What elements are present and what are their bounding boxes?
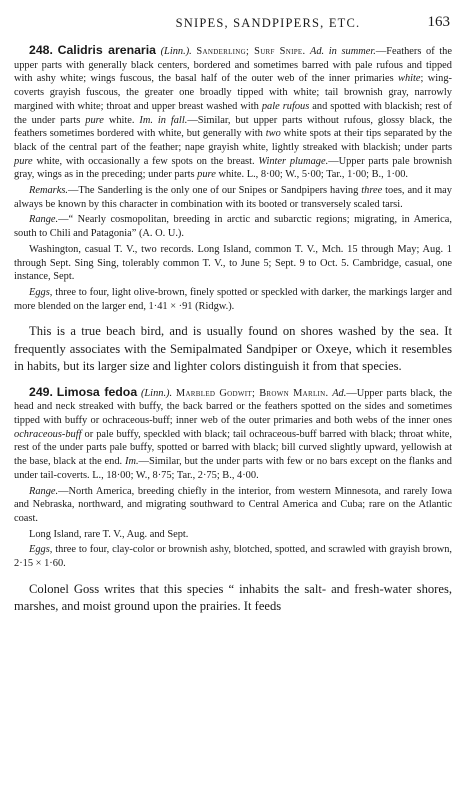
species-248-range	[14, 213, 452, 240]
species-248-range-text: —“ Nearly cosmopolitan, breeding in arctic and subarctic regions; migrating, in America, south to Chili and Patagonia” (A. O. U.).	[14, 214, 452, 240]
species-249-range-text: —North America, breeding chiefly in the interior, from western Minnesota, and rarely Iowa and Nebraska, northward, and migrating southward to Central America and Cuba; rare on the Atlantic coast.	[14, 485, 452, 524]
species-248-remarks-three: three	[361, 185, 383, 197]
species-249-eggs	[14, 543, 452, 570]
species-248-desc-pale-rufous: pale rufous	[261, 100, 310, 112]
species-249-desc-1: —Upper parts black, the head and neck streaked with buffy, the back barred or the feathers spotted on the sides and sometimes tipped with buffy or ochraceous-buff; inner web of the outer primaries and both webs of the inner ones	[14, 387, 452, 426]
species-248-eggs-text: three to four, light olive-brown, finely spotted or speckled with darker, the markings larger and more blended on the larger end, 1·41 × ·91 (Ridgw.).	[14, 286, 452, 312]
species-248-account: This is a true beach bird, and is usually found on shores washed by the sea. It frequently associates with the Semipalmated Sandpiper or Oxeye, which it resembles in habits, but its larger size and lighter colors distinguish it from that species.	[14, 324, 452, 374]
species-248-desc-7: white, with occasionally a few spots on the breast.	[36, 155, 255, 167]
species-248-authority: (Linn.).	[160, 46, 192, 57]
species-248-desc-pure-2: pure	[14, 155, 33, 167]
species-248-desc-3: and spotted with blackish; rest of the under parts	[14, 100, 452, 126]
species-249-name: Limosa fedoa	[56, 384, 138, 399]
species-248-eggs	[14, 286, 452, 313]
species-248-remarks-label: Remarks.	[29, 185, 68, 197]
species-248-plumage-label: Ad. in summer.	[310, 46, 376, 57]
species-249-range	[14, 485, 452, 526]
species-249-desc-2: or pale buffy, speckled with black; tail ochraceous-buff barred with black; throat white, rest of the under parts pale buffy, spotted or barred with black; bill curved slightly upward, yellowish at the base, black at the end.	[14, 428, 452, 468]
species-249-im-label: Im.	[124, 456, 139, 468]
page-header	[14, 10, 452, 30]
species-248-desc-6: white spots at their tips separated by the black of the central part of the feather; nape grayish white, lightly streaked with blackish; under parts	[14, 128, 453, 153]
species-248-desc-white: white	[398, 73, 421, 85]
species-249-ad-label: Ad.	[332, 387, 347, 399]
species-249-number: 249.	[29, 384, 53, 399]
species-248-remarks-1: —The Sanderling is the only one of our Snipes or Sandpipers having	[67, 185, 359, 197]
species-248-name: Calidris arenaria	[57, 43, 156, 57]
species-248-desc-4: white.	[108, 114, 135, 126]
species-248-desc-2: ; wing-coverts grayish fuscous, the greater one broadly tipped with white; tail brownish gray, narrowly margined with white; throat and upper breast washed with	[14, 73, 452, 112]
species-248-range-label: Range.	[29, 214, 59, 226]
running-head: SNIPES, SANDPIPERS, ETC.	[175, 16, 361, 30]
species-248-number: 248.	[29, 43, 53, 57]
species-248-common-names: Sanderling; Surf Snipe.	[196, 46, 306, 57]
species-248-desc-9: white. L., 8·00; W., 5·00; Tar., 1·00; B., 1·00.	[218, 169, 408, 181]
species-248-desc-pure-1: pure	[85, 114, 104, 126]
species-248-im-label: Im. in fall.	[139, 114, 188, 126]
species-249-local-records: Long Island, rare T. V., Aug. and Sept.	[29, 528, 189, 540]
species-249-description	[14, 386, 452, 483]
species-249-eggs-text: three to four, clay-color or brownish ashy, blotched, spotted, and scrawled with grayish brown, 2·15 × 1·60.	[14, 544, 452, 570]
species-249-eggs-label: Eggs,	[29, 544, 53, 556]
species-248-winter-label: Winter plumage.	[258, 155, 329, 167]
species-248-desc-pure-3: pure	[197, 169, 216, 181]
species-248-desc-1: —Feathers of the upper parts with generally black centers, bordered and sometimes barred with pale rufous and tipped with ashy white; wings fuscous, the basal half of the outer web of the inner primaries	[14, 46, 452, 85]
species-249-authority: (Linn.).	[140, 387, 173, 399]
species-248-desc-8: —Upper parts pale brownish gray, wings as in the preceding; under parts	[14, 155, 452, 181]
page-number: 163	[427, 14, 450, 30]
species-249-range-label: Range.	[29, 485, 59, 497]
species-249-account: Colonel Goss writes that this species “ inhabits the salt- and fresh-water shores, marshes, and moist ground upon the prairies. It feeds	[14, 581, 452, 614]
species-248-eggs-label: Eggs,	[29, 286, 53, 298]
species-249-common-names: Marbled Godwit; Brown Marlin.	[175, 387, 329, 399]
species-248-local-records: Washington, casual T. V., two records. Long Island, common T. V., Mch. 15 through May; Aug. 1 through Sept. Sing Sing, tolerably common T. V., to June 5; Sept. 9 to Oct. 5. Cambridge, casual, one instance, Sept.	[14, 243, 452, 283]
species-248-description	[14, 44, 452, 182]
species-249-desc-3: —Similar, but the under parts with few or no bars except on the flanks and under tail-coverts. L., 18·00; W., 8·75; Tar., 2·75; B., 4·00.	[14, 456, 453, 481]
species-248-remarks-2: toes, and it may always be known by this character in combination with its booted or transversely scaled tarsi.	[14, 185, 452, 210]
species-248-remarks	[14, 184, 452, 211]
species-248-desc-5: —Similar, but upper parts without rufous, glossy black, the feathers sometimes bordered with white, but generally with	[14, 114, 453, 140]
species-249-desc-ochraceous: ochraceous-buff	[14, 428, 82, 440]
species-248-desc-two: two	[265, 128, 281, 140]
